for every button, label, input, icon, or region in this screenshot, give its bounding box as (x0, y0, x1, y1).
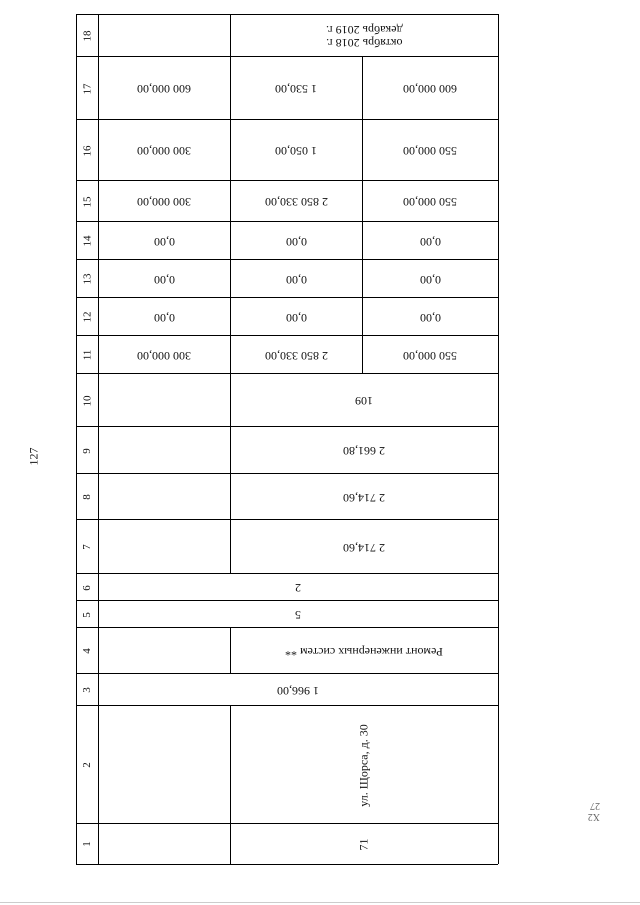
row-number: 7 (76, 520, 99, 574)
cell-right: 600 000,00 (403, 82, 457, 96)
cell-right: 0,00 (419, 310, 441, 325)
rotated-table (76, 14, 498, 864)
table-row (76, 56, 498, 120)
cell-merged: 2 (295, 581, 301, 595)
table-row (76, 519, 498, 574)
cell-left (98, 374, 231, 427)
table-row (76, 473, 498, 520)
row-number: 16 (76, 120, 99, 181)
table-border-right (498, 14, 499, 864)
row-number: 12 (76, 298, 99, 336)
cell-left: 300 000,00 (98, 336, 231, 374)
row-number: 3 (76, 674, 99, 706)
page-bottom-edge (0, 902, 640, 903)
cell-left: 0,00 (98, 222, 231, 260)
cell-merged: 71 (356, 838, 371, 850)
row-number: 17 (76, 57, 99, 120)
table-row (76, 180, 498, 222)
table-row (76, 373, 498, 427)
cell-address: ул. Щорса, д. 30 (356, 723, 371, 807)
cell-right: 0,00 (419, 234, 441, 249)
table-row (76, 705, 498, 824)
cell-merged: 1 966,00 (277, 683, 319, 698)
cell-left (98, 824, 231, 864)
row-number: 18 (76, 15, 99, 57)
cell-left: 0,00 (98, 298, 231, 336)
row-number: 2 (76, 706, 99, 824)
cell-right: 550 000,00 (403, 195, 457, 209)
cell-left: 300 000,00 (98, 120, 231, 181)
row-number: 5 (76, 601, 99, 628)
cell-left (98, 15, 231, 57)
row-number: 11 (76, 336, 99, 374)
cell-left (98, 520, 231, 574)
table-row (76, 600, 498, 628)
row-number: 15 (76, 181, 99, 222)
table-row (76, 426, 498, 474)
table-row (76, 259, 498, 298)
cell-merged: 2 714,60 (343, 540, 385, 555)
cell-merged: 5 (295, 608, 301, 622)
cell-right: 0,00 (419, 272, 441, 287)
cell-merged: 109 (355, 394, 373, 408)
table-row (76, 297, 498, 336)
cell-merged: 2 714,60 (343, 490, 385, 505)
row-number: 8 (76, 474, 99, 520)
table-row (76, 627, 498, 674)
row-number: 6 (76, 574, 99, 601)
cell-left: 300 000,00 (98, 181, 231, 222)
table-row (76, 119, 498, 181)
page-stamp: Х2 27 (587, 800, 600, 822)
cell-mid: 2 850 330,00 (230, 336, 363, 374)
cell-mid: 0,00 (230, 222, 363, 260)
cell-left: 600 000,00 (98, 57, 231, 120)
cell-period: октябрь 2018 г. декабрь 2019 г. (325, 23, 403, 50)
cell-left (98, 706, 231, 824)
table-row (76, 573, 498, 601)
row-number: 9 (76, 427, 99, 474)
row-number: 1 (76, 824, 99, 864)
cell-mid: 0,00 (230, 260, 363, 298)
cell-left (98, 474, 231, 520)
cell-mid: 2 850 330,00 (230, 181, 363, 222)
table-row (76, 221, 498, 260)
cell-left (98, 427, 231, 474)
row-number: 4 (76, 628, 99, 674)
cell-right: 550 000,00 (403, 348, 457, 363)
page-number: 127 (26, 447, 41, 466)
cell-left (98, 628, 231, 674)
table-row (76, 673, 498, 706)
table-row (76, 14, 498, 57)
cell-mid: 1 050,00 (230, 120, 363, 181)
row-number: 10 (76, 374, 99, 427)
table-row (76, 335, 498, 374)
cell-left: 0,00 (98, 260, 231, 298)
table-row (76, 823, 498, 865)
table-border-left (76, 14, 77, 864)
cell-merged: Ремонт инженерных систем ** (285, 644, 443, 659)
row-number: 13 (76, 260, 99, 298)
cell-mid: 0,00 (230, 298, 363, 336)
cell-merged: 2 661,80 (343, 444, 385, 458)
cell-right: 550 000,00 (403, 144, 457, 158)
row-number: 14 (76, 222, 99, 260)
cell-mid: 1 530,00 (230, 57, 363, 120)
